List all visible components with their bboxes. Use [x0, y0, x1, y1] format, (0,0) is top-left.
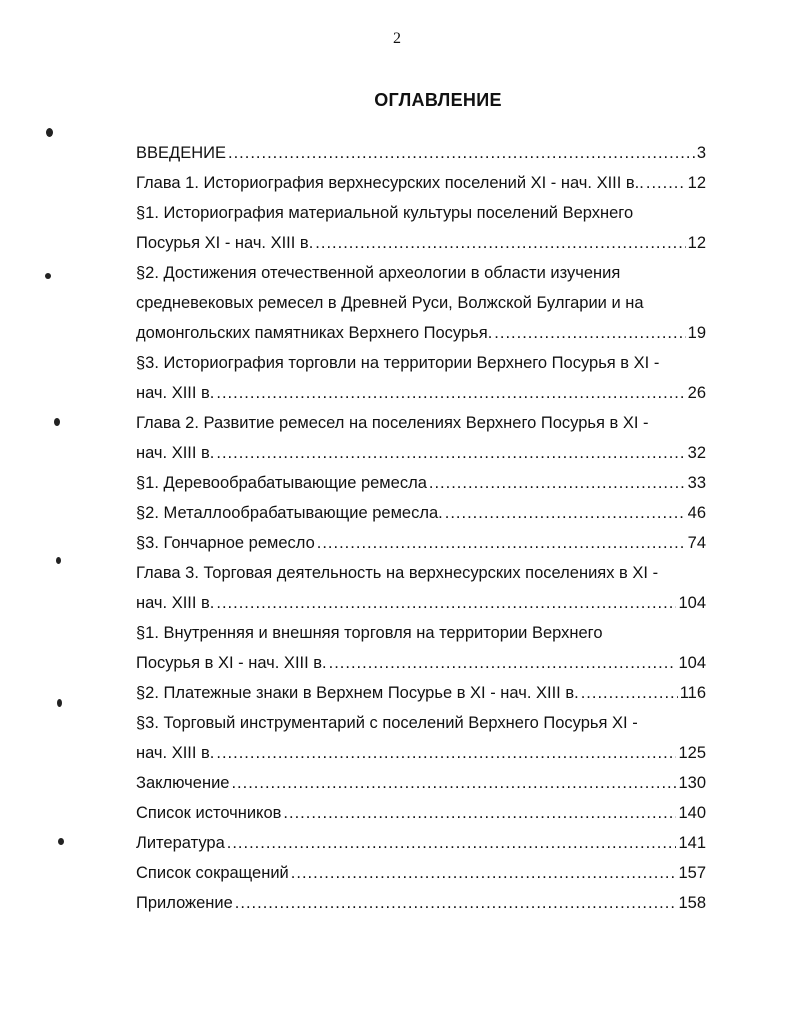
- scan-mark: [54, 418, 60, 426]
- dot-leader: [231, 768, 676, 798]
- dot-leader: [329, 648, 677, 678]
- toc-entry-page: 12: [687, 174, 706, 192]
- toc-entry-page: 12: [687, 234, 706, 252]
- dot-leader: [216, 588, 676, 618]
- dot-leader: [494, 318, 685, 348]
- toc-entry-page: 33: [687, 474, 706, 492]
- scan-mark: [56, 557, 61, 564]
- toc-entry: [136, 288, 706, 318]
- toc-entry-page: 26: [687, 384, 706, 402]
- toc-entry-text: нач. XIII в.: [136, 384, 215, 402]
- toc-entry-page: 19: [687, 324, 706, 342]
- toc-entry: [136, 618, 706, 648]
- toc-entry-text: §2. Металлообрабатывающие ремесла.: [136, 504, 443, 522]
- dot-leader: [235, 888, 677, 918]
- toc-entry: [136, 198, 706, 228]
- toc-entry: [136, 168, 706, 198]
- toc-entry: [136, 138, 706, 168]
- toc-entry-page: 130: [678, 774, 706, 792]
- dot-leader: [581, 678, 678, 708]
- toc-entry-text: Список сокращений: [136, 864, 289, 882]
- scan-mark: [58, 838, 64, 845]
- toc-entry: [136, 678, 706, 708]
- toc-entry-page: 104: [678, 594, 706, 612]
- dot-leader: [216, 378, 685, 408]
- toc-entry-text: Литература: [136, 834, 225, 852]
- toc-entry-page: 46: [687, 504, 706, 522]
- toc-entry: [136, 888, 706, 918]
- scan-mark: [46, 128, 53, 137]
- dot-leader: [646, 168, 686, 198]
- dot-leader: [315, 228, 685, 258]
- toc-entry: [136, 768, 706, 798]
- toc-entry-text: Посурья XI - нач. XIII в.: [136, 234, 314, 252]
- toc-entry: [136, 648, 706, 678]
- toc-entry-text: средневековых ремесел в Древней Руси, Волжской Булгарии и на: [136, 294, 644, 312]
- toc-entry: [136, 528, 706, 558]
- toc-entry-text: Заключение: [136, 774, 230, 792]
- dot-leader: [216, 438, 685, 468]
- toc-entry-page: 157: [678, 864, 706, 882]
- toc-entry: [136, 348, 706, 378]
- toc-entry-text: нач. XIII в.: [136, 594, 215, 612]
- dot-leader: [283, 798, 676, 828]
- toc-entry-page: 32: [687, 444, 706, 462]
- toc-entry-text: Глава 3. Торговая деятельность на верхнесурских поселениях в XI -: [136, 564, 659, 582]
- toc-entry-text: §2. Достижения отечественной археологии в области изучения: [136, 264, 621, 282]
- toc-entry-page: 141: [678, 834, 706, 852]
- dot-leader: [227, 828, 677, 858]
- toc-entry-page: 74: [687, 534, 706, 552]
- toc-entry-page: 125: [678, 744, 706, 762]
- page-number: 2: [393, 30, 401, 47]
- dot-leader: [317, 528, 686, 558]
- toc-entry: [136, 408, 706, 438]
- toc-entry: [136, 708, 706, 738]
- dot-leader: [216, 738, 676, 768]
- dot-leader: [429, 468, 686, 498]
- toc-entry-page: 3: [696, 144, 706, 162]
- toc-entry-text: нач. XIII в.: [136, 444, 215, 462]
- scan-mark: [57, 699, 62, 707]
- toc-entry-text: нач. XIII в.: [136, 744, 215, 762]
- toc-entry-page: 140: [678, 804, 706, 822]
- toc-entry: [136, 858, 706, 888]
- toc-entry: [136, 738, 706, 768]
- dot-leader: [445, 498, 686, 528]
- toc-entry-page: 116: [679, 684, 706, 702]
- toc-entry-text: Приложение: [136, 894, 233, 912]
- toc-entry-text: §1. Внутренняя и внешняя торговля на территории Верхнего: [136, 624, 603, 642]
- toc-entry-text: домонгольских памятниках Верхнего Посурья.: [136, 324, 493, 342]
- toc-entry: [136, 318, 706, 348]
- toc-entry-text: §1. Деревообрабатывающие ремесла: [136, 474, 427, 492]
- toc-entry: [136, 378, 706, 408]
- toc-entry-text: Список источников: [136, 804, 282, 822]
- toc-entry: [136, 498, 706, 528]
- toc-entry-text: Глава 1. Историография верхнесурских поселений XI - нач. XIII в..: [136, 174, 644, 192]
- table-of-contents: [136, 138, 706, 918]
- toc-entry-page: 104: [678, 654, 706, 672]
- dot-leader: [228, 138, 695, 168]
- toc-entry-text: §3. Торговый инструментарий с поселений Верхнего Посурья XI -: [136, 714, 638, 732]
- toc-entry-text: §3. Гончарное ремесло: [136, 534, 315, 552]
- toc-entry: [136, 468, 706, 498]
- scan-mark: [45, 273, 51, 279]
- dot-leader: [291, 858, 677, 888]
- toc-entry-text: Посурья в XI - нач. XIII в.: [136, 654, 327, 672]
- toc-entry: [136, 558, 706, 588]
- toc-entry-text: §1. Историография материальной культуры поселений Верхнего: [136, 204, 634, 222]
- toc-entry-text: ВВЕДЕНИЕ: [136, 144, 226, 162]
- toc-entry: [136, 228, 706, 258]
- toc-entry-text: Глава 2. Развитие ремесел на поселениях Верхнего Посурья в XI -: [136, 414, 649, 432]
- toc-entry-text: §2. Платежные знаки в Верхнем Посурье в XI - нач. XIII в.: [136, 684, 579, 702]
- toc-entry: [136, 438, 706, 468]
- toc-entry: [136, 828, 706, 858]
- toc-entry: [136, 258, 706, 288]
- toc-entry-text: §3. Историография торговли на территории Верхнего Посурья в XI -: [136, 354, 660, 372]
- toc-entry: [136, 798, 706, 828]
- toc-entry: [136, 588, 706, 618]
- toc-entry-page: 158: [678, 894, 706, 912]
- page-title: ОГЛАВЛЕНИЕ: [374, 90, 502, 110]
